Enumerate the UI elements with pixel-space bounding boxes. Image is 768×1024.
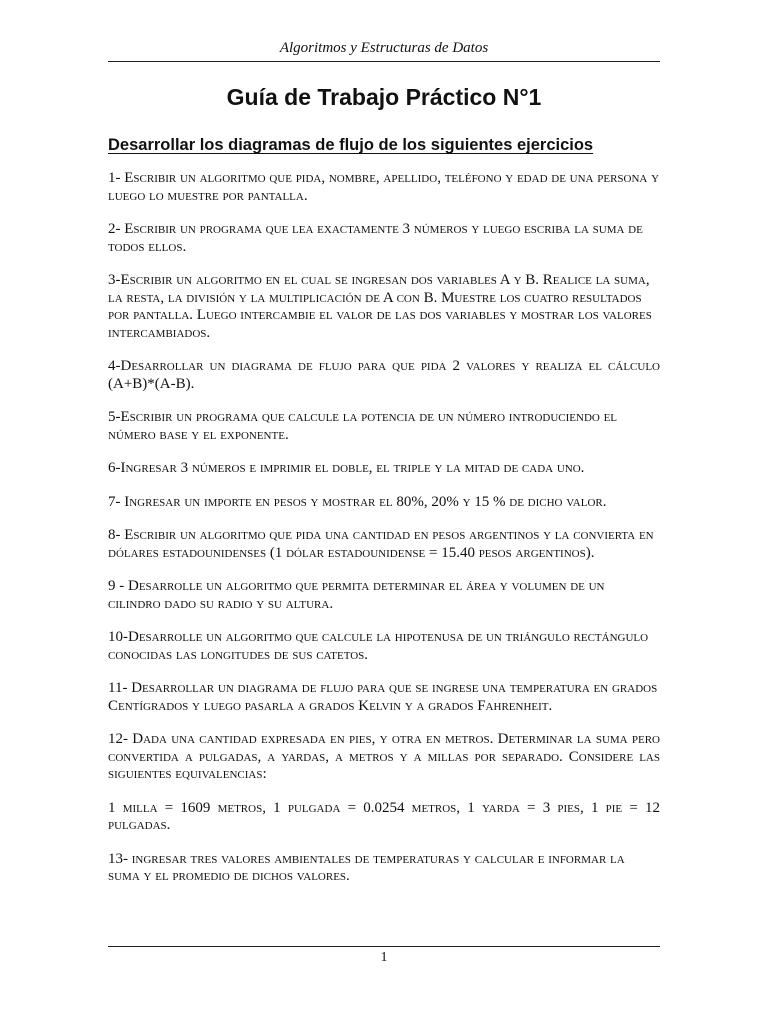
exercise-11: 11- Desarrollar un diagrama de flujo para que se ingrese una temperatura en grados Centígrados y luego pasarla a grados Kelvin y a grados Fahrenheit. xyxy=(108,680,658,714)
footer-rule xyxy=(108,946,660,947)
page-title: Guía de Trabajo Práctico N°1 xyxy=(226,84,542,110)
exercise-13: 13- ingresar tres valores ambientales de temperaturas y calcular e informar la suma y el promedio de dichos valores. xyxy=(108,850,625,884)
exercise-3: 3-Escribir un algoritmo en el cual se ingresan dos variables A y B. Realice la suma, la resta, la división y la multiplicación de A con B. Muestre los cuatro resultados por pantalla. Luego intercambie el valor de las dos variables y mostrar los valores intercambiados. xyxy=(108,272,652,341)
exercise-6: 6-Ingresar 3 números e imprimir el doble, el triple y la mitad de cada uno. xyxy=(108,460,585,476)
exercise-5: 5-Escribir un programa que calcule la potencia de un número introduciendo el número base y el exponente. xyxy=(108,409,618,443)
page-number: 1 xyxy=(380,950,388,965)
exercise-12-equivalences: 1 milla = 1609 metros, 1 pulgada = 0.0254 metros, 1 yarda = 3 pies, 1 pie = 12 pulgadas. xyxy=(108,799,660,833)
header-rule xyxy=(108,61,660,62)
exercise-2: 2- Escribir un programa que lea exactamente 3 números y luego escriba la suma de todos ellos. xyxy=(108,221,643,255)
exercise-7: 7- Ingresar un importe en pesos y mostrar el 80%, 20% y 15 % de dicho valor. xyxy=(108,493,607,510)
exercise-9: 9 - Desarrolle un algoritmo que permita determinar el área y volumen de un cilindro dado su radio y su altura. xyxy=(108,578,605,612)
exercise-4: 4-Desarrollar un diagrama de flujo para que pida 2 valores y realiza el cálculo (A+B)*(A-B). xyxy=(108,358,660,392)
exercise-12: 12- Dada una cantidad expresada en pies, y otra en metros. Determinar la suma pero convertida a pulgadas, a yardas, a metros y a millas por separado. Considere las siguientes equivalencias: xyxy=(108,731,660,782)
exercise-8: 8- Escribir un algoritmo que pida una cantidad en pesos argentinos y la convierta en dólares estadounidenses (1 dólar estadounidense = 15.40 pesos argentinos). xyxy=(108,527,654,561)
exercise-1: 1- Escribir un algoritmo que pida, nombre, apellido, teléfono y edad de una persona y luego lo muestre por pantalla. xyxy=(108,170,660,204)
running-header: Algoritmos y Estructuras de Datos xyxy=(279,40,489,56)
section-subtitle: Desarrollar los diagramas de flujo de los siguientes ejercicios xyxy=(108,136,594,154)
exercise-list xyxy=(108,170,660,902)
exercise-10: 10-Desarrolle un algoritmo que calcule la hipotenusa de un triángulo rectángulo conocidas las longitudes de sus catetos. xyxy=(108,629,649,663)
